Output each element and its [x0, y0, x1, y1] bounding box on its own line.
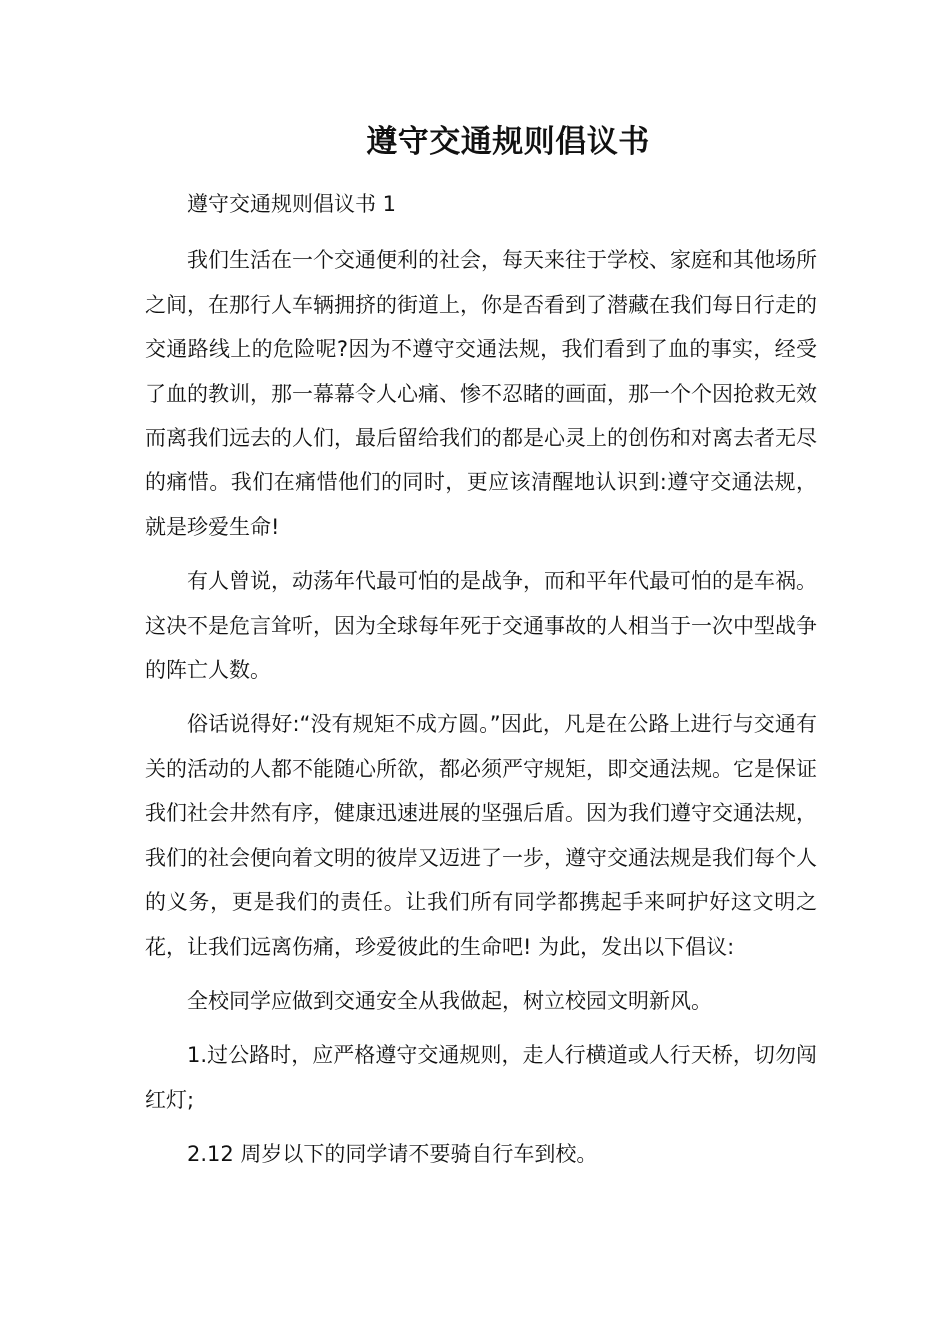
paragraph: 全校同学应做到交通安全从我做起，树立校园文明新风。: [187, 988, 712, 1013]
document-body: [145, 182, 817, 1187]
paragraph: 1.过公路时，应严格遵守交通规则，走人行横道或人行天桥，切勿闯红灯;: [145, 1043, 817, 1112]
document-title: 遵守交通规则倡议书: [366, 124, 650, 160]
paragraph: 俗话说得好:“没有规矩不成方圆。”因此，凡是在公路上进行与交通有关的活动的人都不能随心所欲，都必须严守规矩，即交通法规。它是保证我们社会井然有序，健康迅速进展的坚强后盾。因为我们遵守交通法规，我们的社会便向着文明的彼岸又迈进了一步，遵守交通法规是我们每个人的义务，更是我们的责任。让我们所有同学都携起手来呵护好这文明之花，让我们远离伤痛，珍爱彼此的生命吧! 为此，发出以下倡议:: [145, 712, 817, 959]
paragraph: 有人曾说，动荡年代最可怕的是战争，而和平年代最可怕的是车祸。这决不是危言耸听，因为全球每年死于交通事故的人相当于一次中型战争的阵亡人数。: [145, 569, 817, 683]
paragraph: 我们生活在一个交通便利的社会，每天来往于学校、家庭和其他场所之间，在那行人车辆拥挤的街道上，你是否看到了潜藏在我们每日行走的交通路线上的危险呢?因为不遵守交通法规，我们看到了血的事实，经受了血的教训，那一幕幕令人心痛、惨不忍睹的画面，那一个个因抢救无效而离我们远去的人们，最后留给我们的都是心灵上的创伤和对离去者无尽的痛惜。我们在痛惜他们的同时，更应该清醒地认识到:遵守交通法规，就是珍爱生命!: [145, 248, 817, 539]
paragraph: 2.12 周岁以下的同学请不要骑自行车到校。: [187, 1142, 598, 1167]
document-subtitle: 遵守交通规则倡议书 1: [187, 192, 397, 216]
